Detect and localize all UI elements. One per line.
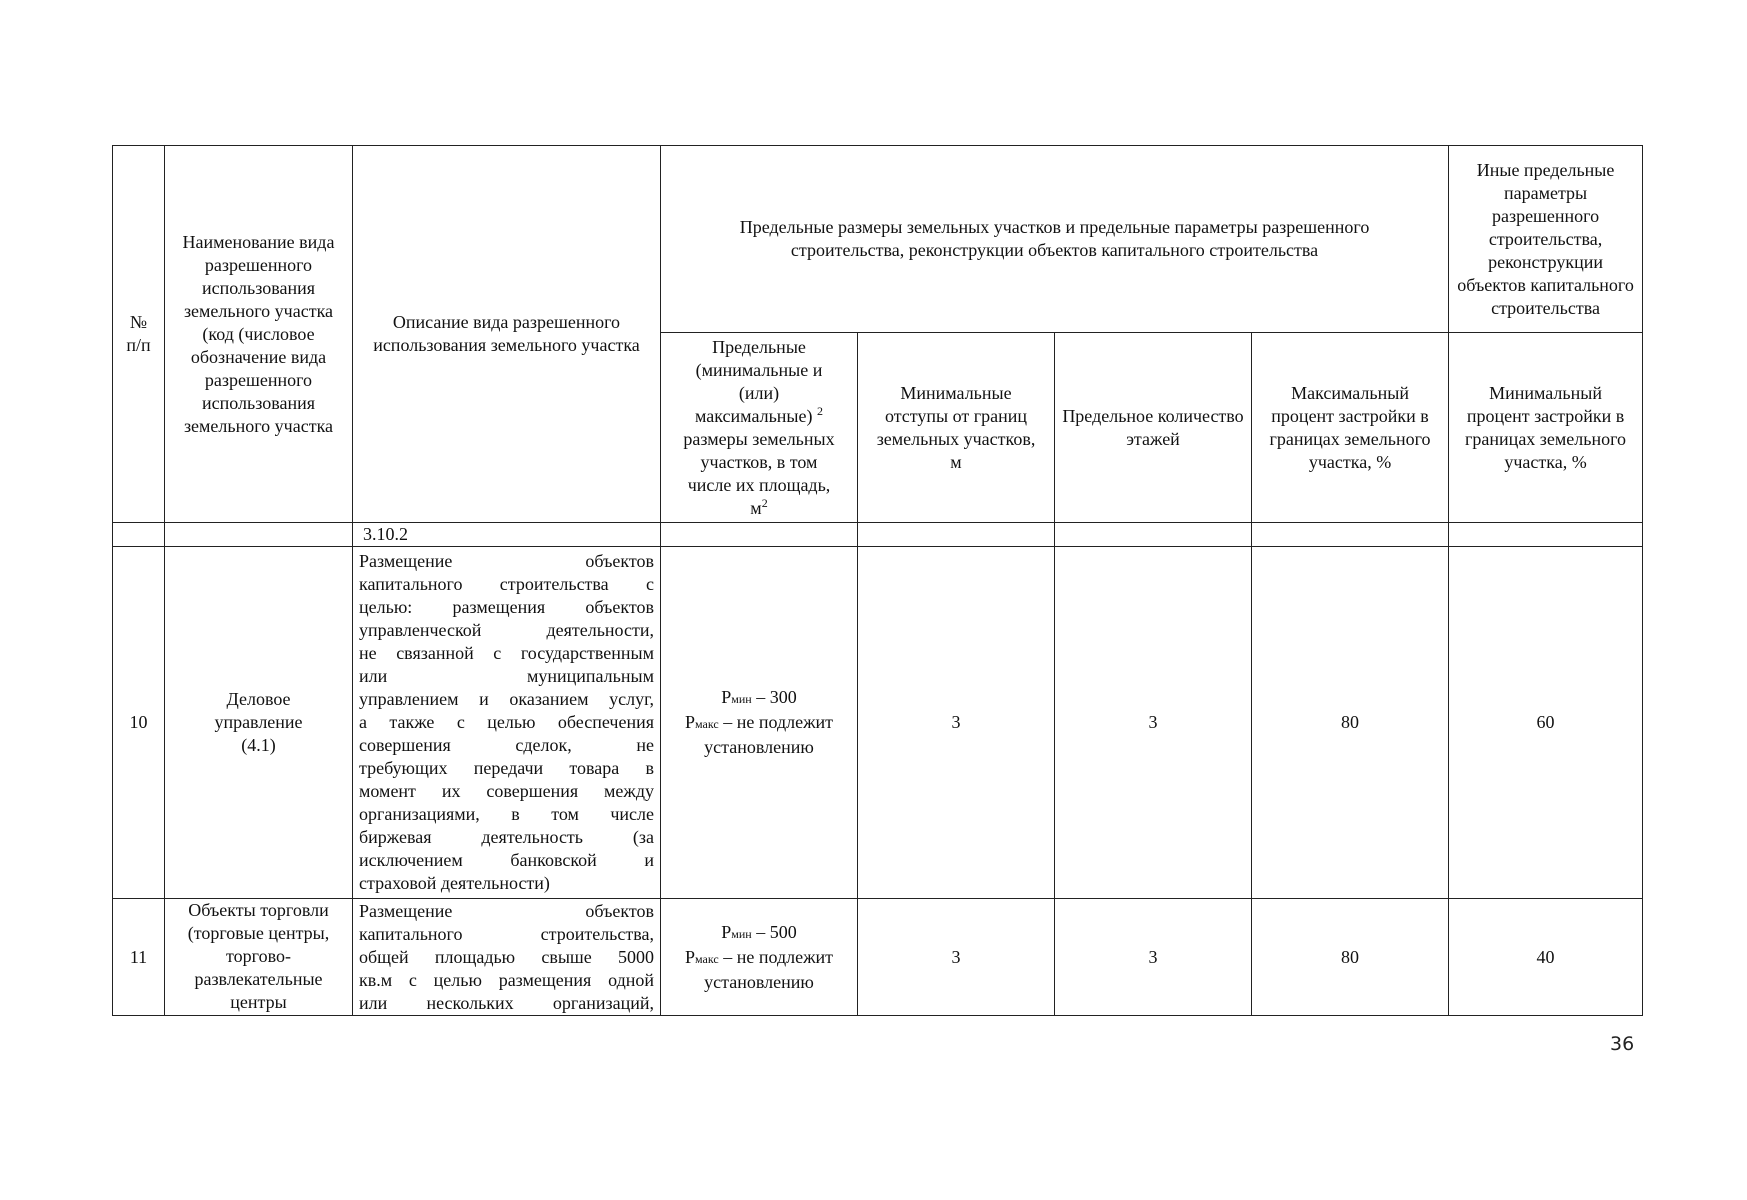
size-symbol: Р — [721, 921, 732, 942]
code-row-empty — [1055, 523, 1252, 547]
row-plot-sizes — [661, 547, 858, 899]
row-name-line: развлекательные — [194, 969, 323, 989]
row-plot-size-max-tail: установлению — [704, 737, 814, 757]
table-row — [113, 547, 1643, 899]
row-description-line: или нескольких организаций, — [359, 992, 654, 1013]
size-value: – 500 — [751, 921, 797, 942]
size-symbol: Р — [684, 712, 695, 732]
row-description-line: страховой деятельности) — [359, 873, 550, 893]
row-setbacks: 3 — [858, 547, 1055, 899]
row-plot-size-max-tail: установлению — [704, 971, 814, 992]
row-description-line: а также с целью обеспечения — [359, 712, 654, 732]
row-description-line: целью: размещения объектов — [359, 597, 654, 617]
row-description-line: совершения сделок, не — [359, 735, 654, 755]
size-subscript: мин — [731, 926, 752, 941]
row-description — [353, 899, 661, 1016]
row-number: 10 — [113, 547, 165, 899]
code-row-empty — [1449, 523, 1643, 547]
size-symbol: Р — [721, 687, 732, 707]
header-plot-sizes-line: (минимальные и — [695, 359, 823, 380]
row-plot-size-max — [667, 946, 851, 971]
row-description-line: управлением и оказанием услуг, — [359, 689, 654, 709]
header-plot-sizes-line — [667, 405, 851, 428]
row-description-line: биржевая деятельность (за — [359, 827, 654, 847]
row-description-line: кв.м с целью размещения одной — [359, 969, 654, 990]
header-min-coverage: Минимальный процент застройки в границах земельного участка, % — [1449, 333, 1643, 523]
header-number — [113, 146, 165, 523]
size-subscript: макс — [695, 717, 719, 731]
row-description-line: общей площадью свыше 5000 — [359, 946, 654, 967]
row-name — [165, 547, 353, 899]
row-name-line: Объекты торговли — [188, 900, 329, 920]
size-subscript: мин — [731, 692, 752, 706]
row-description-line: капитального строительства, — [359, 923, 654, 944]
row-name — [165, 899, 353, 1016]
header-floors: Предельное количество этажей — [1055, 333, 1252, 523]
row-plot-size-max — [667, 711, 851, 736]
header-plot-sizes-line — [667, 497, 851, 520]
row-description — [353, 547, 661, 899]
code-row-empty — [858, 523, 1055, 547]
header-max-coverage: Максимальный процент застройки в границах земельного участка, % — [1252, 333, 1449, 523]
size-value: – 300 — [751, 687, 797, 707]
row-number: 11 — [113, 899, 165, 1016]
header-plot-sizes — [661, 333, 858, 523]
row-min-coverage: 40 — [1449, 899, 1643, 1016]
row-description-line: или муниципальным — [359, 666, 654, 686]
header-plot-sizes-line: размеры земельных — [683, 428, 835, 449]
header-plot-sizes-line: (или) — [738, 382, 780, 403]
row-min-coverage: 60 — [1449, 547, 1643, 899]
header-name: Наименование вида разрешенного использования земельного участка (код (числовое обозначение вида разрешенного использования земельного участка — [165, 146, 353, 523]
code-row-code: 3.10.2 — [353, 523, 661, 547]
code-row-empty — [661, 523, 858, 547]
document-page — [112, 145, 1642, 1016]
header-number-label: п/п — [126, 335, 151, 355]
row-plot-size-min — [667, 921, 851, 946]
header-plot-sizes-text: максимальные) — [695, 405, 813, 426]
code-row-empty — [1252, 523, 1449, 547]
header-limits-group: Предельные размеры земельных участков и предельные параметры разрешенного строительства, реконструкции объектов капитального строительства — [661, 146, 1449, 333]
row-name-line: Деловое — [226, 689, 291, 709]
row-name-line: торгово- — [226, 946, 291, 966]
row-floors: 3 — [1055, 899, 1252, 1016]
row-description-line: исключением банковской и — [359, 850, 654, 870]
page-number: 36 — [1610, 1033, 1635, 1055]
row-name-line: центры — [230, 992, 287, 1012]
size-value: – не подлежит — [718, 712, 834, 732]
header-description: Описание вида разрешенного использования земельного участка — [353, 146, 661, 523]
size-value: – не подлежит — [718, 946, 834, 967]
row-description-line: момент их совершения между — [359, 781, 654, 801]
header-plot-sizes-line: участков, в том — [700, 451, 818, 472]
code-row — [113, 523, 1643, 547]
code-row-empty — [165, 523, 353, 547]
row-plot-size-min — [667, 686, 851, 711]
row-floors: 3 — [1055, 547, 1252, 899]
header-plot-sizes-line: Предельные — [712, 336, 806, 357]
size-symbol: Р — [684, 946, 695, 967]
header-setbacks: Минимальные отступы от границ земельных участков, м — [858, 333, 1055, 523]
header-plot-sizes-line: числе их площадь, — [687, 474, 831, 495]
row-plot-sizes — [661, 899, 858, 1016]
row-max-coverage: 80 — [1252, 547, 1449, 899]
row-name-line: (4.1) — [241, 735, 276, 755]
row-setbacks: 3 — [858, 899, 1055, 1016]
header-plot-sizes-text: м — [750, 497, 762, 518]
footnote-marker: 2 — [817, 403, 823, 418]
land-use-table — [112, 145, 1643, 1016]
row-name-line: (торговые центры, — [187, 923, 330, 943]
code-row-empty — [113, 523, 165, 547]
row-description-line: требующих передачи товара в — [359, 758, 654, 778]
row-description-line: не связанной с государственным — [359, 643, 654, 663]
row-description-line: Размещение объектов — [359, 551, 654, 571]
header-row-1 — [113, 146, 1643, 333]
row-description-line: Размещение объектов — [359, 900, 654, 921]
row-description-line: капитального строительства с — [359, 574, 654, 594]
row-description-line: организациями, в том числе — [359, 804, 654, 824]
row-description-line: управленческой деятельности, — [359, 620, 654, 640]
row-max-coverage: 80 — [1252, 899, 1449, 1016]
header-number-sign: № — [129, 312, 148, 332]
square-superscript: 2 — [761, 495, 768, 510]
header-other-group: Иные предельные параметры разрешенного строительства, реконструкции объектов капитального строительства — [1449, 146, 1643, 333]
row-name-line: управление — [214, 712, 303, 732]
size-subscript: макс — [695, 951, 719, 966]
table-row — [113, 899, 1643, 1016]
